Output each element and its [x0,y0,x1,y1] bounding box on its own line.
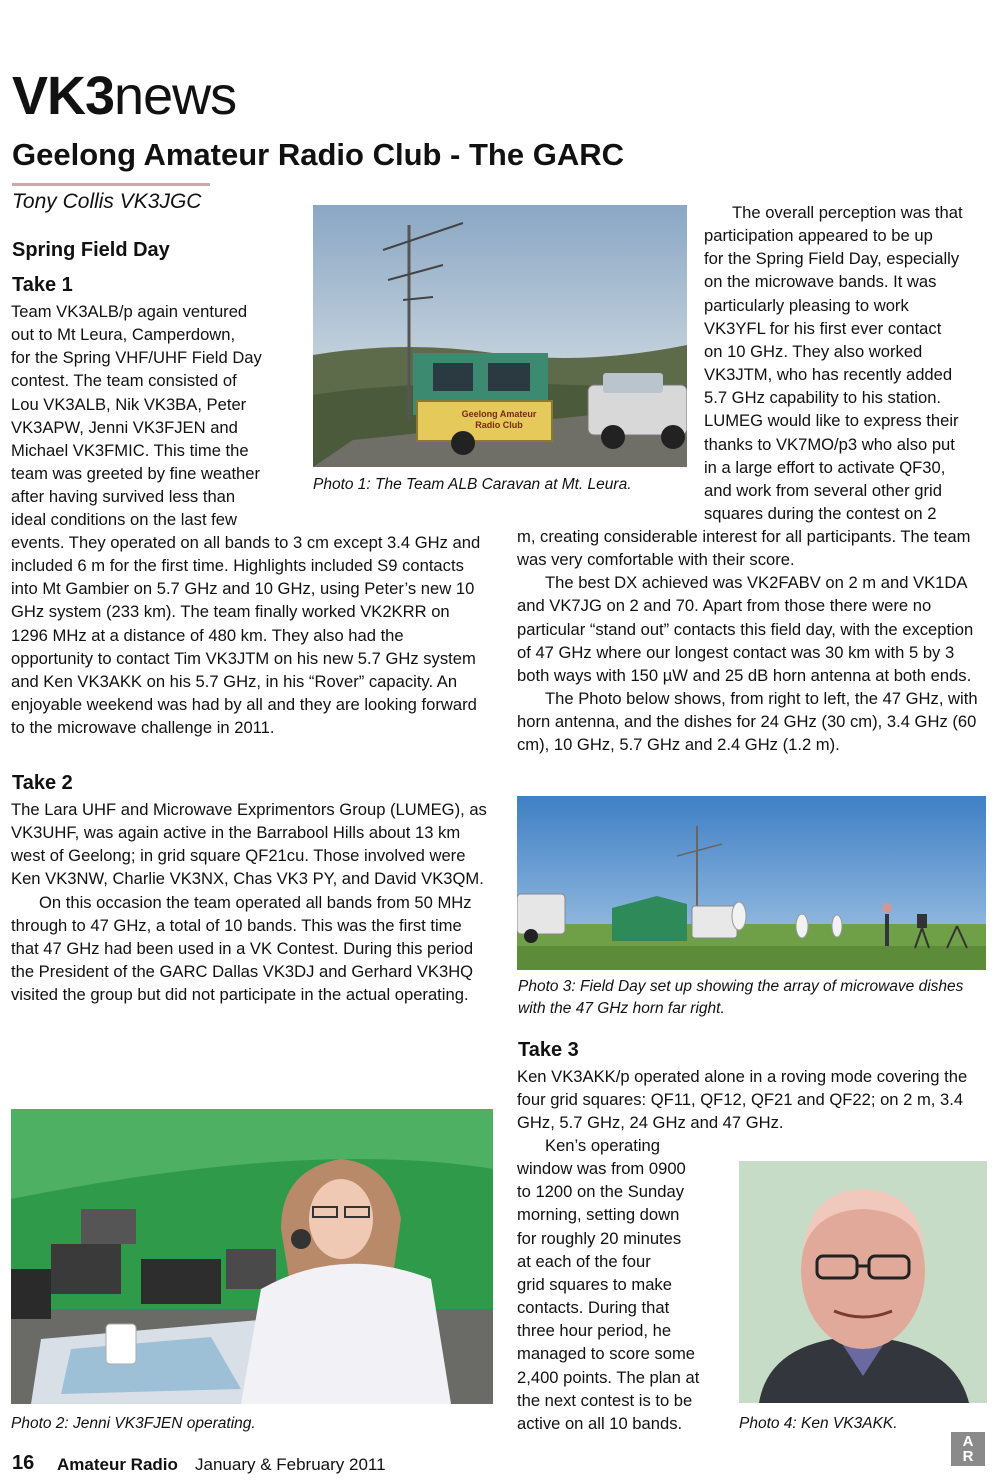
section-header-light: news [114,66,237,126]
text-line: VK3JTM, who has recently added [704,365,953,385]
photo-field-day [517,796,986,970]
take3-body [517,1134,729,1435]
photo4-caption: Photo 4: Ken VK3AKK. [739,1415,898,1432]
text-line: VK3YFL for his first ever contact [704,318,942,338]
right-p3: The Photo below shows, from right to left, the 47 GHz, with horn antenna, and the dishes for 24 GHz (30 cm), 3.4 GHz (60 cm), 10 GHz, 5.7 GHz and 2.4 GHz (1.2 m). [517,689,978,755]
take3-heading: Take 3 [518,1039,579,1061]
text-line: squares during the contest on 2 [704,504,937,524]
text-line: grid squares to make [517,1274,672,1294]
text-line: VK3APW, Jenni VK3FJEN and [11,417,238,437]
text-line: and work from several other grid [704,480,942,500]
text-line: contacts. During that [517,1298,670,1318]
section-header-bold: VK3 [12,66,115,126]
take3-intro [517,1065,989,1134]
ar-logo [951,1432,985,1466]
text-line: ideal conditions on the last few [11,510,238,530]
take3-p1: Ken VK3AKK/p operated alone in a roving mode covering the four grid squares: QF11, QF12, QF21 and QF22; on 2 m, 3.4 GHz, 5.7 GHz, 24 GHz and 47 GHz. [517,1067,968,1133]
right-p2: The best DX achieved was VK2FABV on 2 m and VK1DA and VK7JG on 2 and 70. Apart from those there were no particular “stand out” contacts this field day, with the exception of 47 GHz where our longest contact was 30 km with 5 by 3 both ways with 150 µW and 25 dB horn antenna at both ends. [517,573,974,685]
right-body [517,525,989,757]
take1-intro [11,300,301,532]
text-line: managed to score some [517,1344,696,1364]
text-line: for roughly 20 minutes [517,1228,682,1248]
text-line: three hour period, he [517,1321,672,1341]
take2-heading: Take 2 [12,772,73,794]
text-line: thanks to VK7MO/p3 who also put [704,434,955,454]
portrait-illustration [739,1161,987,1403]
text-line: the next contest is to be [517,1390,693,1410]
text-line: Ken’s operating [545,1136,661,1155]
photo-portrait [739,1161,987,1403]
take1-rest: events. They operated on all bands to 3 cm except 3.4 GHz and included 6 m for the first time. Highlights included S9 contacts into Mt Gambier on 5.7 GHz and 10 GHz, using Peter’s new 10 GHz system (233 km). The team finally worked VK2KRR on 1296 MHz at a distance of 480 km. They also had the opportunity to contact Tim VK3JTM on his new 5.7 GHz system and Ken VK3AKK on his 5.7 GHz, in his “Rover” capacity. An enjoyable weekend was had by all and they are looking forward to the microwave challenge in 2011. [11,533,481,738]
caravan-illustration [313,205,687,467]
article-title: Geelong Amateur Radio Club - The GARC [12,137,624,172]
text-line: for the Spring Field Day, especially [704,249,960,269]
text-line: at each of the four [517,1251,651,1271]
caravan-sign-line1: Geelong Amateur [461,409,537,419]
title-rule [12,183,210,186]
text-line: Michael VK3FMIC. This time the [11,440,249,460]
ar-logo-letter-r: R [962,1448,974,1465]
text-line: particularly pleasing to work [704,295,909,315]
issue-date: January & February 2011 [195,1455,386,1474]
section-header [12,68,236,124]
caravan-sign-line2: Radio Club [475,420,523,430]
text-line: Lou VK3ALB, Nik VK3BA, Peter [11,394,247,414]
text-line: 2,400 points. The plan at [517,1367,700,1387]
field-illustration [517,796,986,970]
text-line: active on all 10 bands. [517,1413,683,1433]
text-line: in a large effort to activate QF30, [704,457,946,477]
text-line: on 10 GHz. They also worked [704,341,923,361]
text-line: Team VK3ALB/p again ventured [11,302,248,321]
photo-operator [11,1109,493,1404]
text-line: team was greeted by fine weather [11,464,261,484]
right-intro [704,201,988,525]
page-number: 16 [12,1452,35,1474]
text-line: after having survived less than [11,487,236,507]
operator-illustration [11,1109,493,1404]
photo3-caption: Photo 3: Field Day set up showing the array of microwave dishes with the 47 GHz horn far right. [518,978,964,1017]
text-line: participation appeared to be up [704,226,933,246]
text-line: The overall perception was that [732,203,963,222]
text-line: out to Mt Leura, Camperdown, [11,325,236,345]
photo1-caption: Photo 1: The Team ALB Caravan at Mt. Leura. [313,476,632,493]
text-line: to 1200 on the Sunday [517,1182,684,1202]
magazine-name: Amateur Radio [57,1455,178,1474]
article-author: Tony Collis VK3JGC [12,190,202,213]
text-line: 5.7 GHz capability to his station. [704,388,942,408]
text-line: morning, setting down [517,1205,680,1225]
ar-logo-letter-a: A [962,1433,974,1450]
take1-body [11,531,489,739]
photo2-caption: Photo 2: Jenni VK3FJEN operating. [11,1415,256,1432]
take1-heading: Take 1 [12,274,73,296]
text-line: for the Spring VHF/UHF Field Day [11,348,262,368]
take2-p1: The Lara UHF and Microwave Exprimentors Group (LUMEG), as VK3UHF, was again active in the Barrabool Hills about 13 km west of Geelong; in grid square QF21cu. Those involved were Ken VK3NW, Charlie VK3NX, Chas VK3 PY, and David VK3QM. [11,800,487,889]
right-cont: m, creating considerable interest for all participants. The team was very comfortable with their score. [517,527,971,570]
take2-body [11,798,489,1006]
take2-p2: On this occasion the team operated all bands from 50 MHz through to 47 GHz, a total of 10 bands. This was the first time that 47 GHz had been used in a VK Contest. During this period the President of the GARC Dallas VK3DJ and Gerhard VK3HQ visited the group but did not participate in the actual operating. [11,892,474,1005]
text-line: contest. The team consisted of [11,371,237,391]
spring-field-day-heading: Spring Field Day [12,239,170,261]
photo-caravan [313,205,687,467]
text-line: window was from 0900 [517,1159,686,1179]
text-line: on the microwave bands. It was [704,272,937,292]
text-line: LUMEG would like to express their [704,411,959,431]
